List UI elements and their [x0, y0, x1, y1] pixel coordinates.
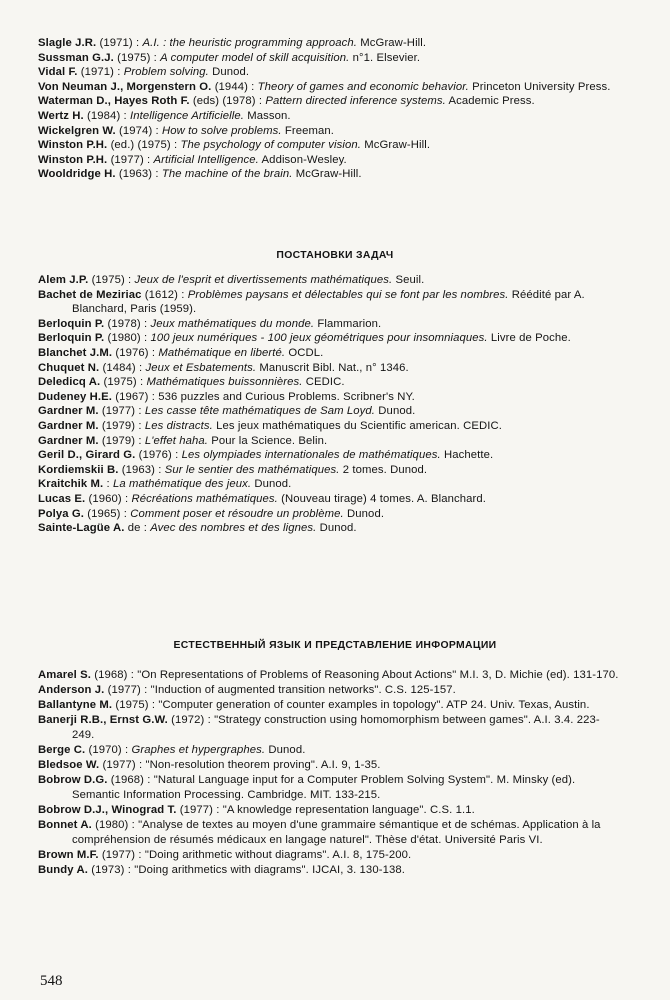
entry-author: Bledsoe W.	[38, 759, 100, 772]
entry-author: Slagle J.R.	[38, 37, 97, 49]
entry-year: (1612) :	[144, 288, 185, 301]
entry-year: (1979) :	[101, 434, 142, 447]
entry-year: (1967) :	[115, 390, 156, 403]
bibliography-entry	[38, 404, 620, 419]
bibliography-entry	[38, 124, 620, 139]
bibliography-entry	[38, 94, 620, 109]
entry-year: (1971) :	[99, 37, 140, 49]
entry-title: The machine of the brain.	[161, 168, 293, 181]
bibliography-entry	[38, 863, 620, 878]
entry-publisher: Dunod.	[319, 522, 357, 535]
entry-author: Berloquin P.	[38, 317, 105, 330]
bibliography-entry	[38, 743, 620, 758]
entry-year: (1976) :	[138, 449, 179, 462]
entry-year: :	[106, 478, 110, 491]
entry-author: Berloquin P.	[38, 332, 105, 345]
entry-title: Problèmes paysans et délectables qui se font par les nombres.	[187, 288, 509, 301]
entry-title: Mathématique en liberté.	[158, 346, 286, 359]
entry-year: (eds) (1978) :	[192, 95, 263, 108]
bibliography-entry	[38, 848, 620, 863]
entry-year: (1975) :	[117, 51, 157, 64]
entry-publisher: Livre de Poche.	[490, 332, 571, 345]
entry-publisher: "Analyse de textes au moyen d'une grammaire sémantique et de schémas. Application à la compréhension de résumés médicaux en langage naturel". Thèse d'état. Université Paris VI.	[72, 818, 601, 846]
bibliography-entry	[38, 668, 620, 683]
entry-year: (1977) :	[101, 405, 142, 418]
entry-year: (1975) :	[115, 699, 156, 712]
bibliography-entry	[38, 65, 620, 80]
entry-year: (ed.) (1975) :	[110, 139, 178, 152]
entry-author: Geril D., Girard G.	[38, 449, 136, 462]
entry-year: (1979) :	[101, 419, 142, 432]
bibliography-section-ai	[38, 36, 620, 182]
entry-publisher: 536 puzzles and Curious Problems. Scribner's NY.	[158, 390, 415, 403]
bibliography-entry	[38, 167, 620, 182]
entry-year: (1963) :	[121, 463, 162, 476]
entry-author: Kordiemskii B.	[38, 463, 119, 476]
entry-author: Waterman D., Hayes Roth F.	[38, 95, 190, 108]
entry-publisher: "Doing arithmetics with diagrams". IJCAI, 3. 130-138.	[134, 863, 405, 876]
bibliography-entry	[38, 390, 620, 405]
entry-year: (1968) :	[110, 774, 151, 787]
entry-author: Wertz H.	[38, 109, 84, 122]
entry-year: (1944) :	[214, 80, 255, 93]
entry-year: (1965) :	[87, 507, 127, 520]
entry-author: Sussman G.J.	[38, 51, 114, 64]
entry-year: (1977) :	[179, 803, 220, 816]
entry-author: Berge C.	[38, 743, 86, 756]
bibliography-entry	[38, 317, 620, 332]
entry-author: Sainte-Lagüe A.	[38, 522, 125, 535]
entry-year: (1968) :	[94, 669, 135, 681]
bibliography-entry	[38, 361, 620, 376]
entry-author: Alem J.P.	[38, 274, 89, 286]
entry-year: (1978) :	[107, 317, 148, 330]
entry-year: (1970) :	[88, 743, 129, 756]
entry-publisher: "A knowledge representation language". C.S. 1.1.	[222, 803, 475, 816]
bibliography-entry	[38, 273, 620, 288]
entry-publisher: OCDL.	[288, 346, 324, 359]
entry-publisher: "Strategy construction using homomorphism between games". A.I. 3.4. 223-249.	[72, 714, 600, 741]
entry-author: Bobrow D.G.	[38, 774, 108, 787]
entry-title: Sur le sentier des mathématiques.	[164, 463, 340, 476]
entry-publisher: McGraw-Hill.	[364, 139, 431, 152]
entry-author: Wooldridge H.	[38, 168, 116, 181]
entry-author: Amarel S.	[38, 669, 92, 681]
entry-publisher: Dunod.	[254, 478, 292, 491]
entry-year: (1971) :	[80, 66, 121, 79]
entry-title: Jeux de l'esprit et divertissements mathématiques.	[134, 274, 393, 286]
bibliography-entry	[38, 492, 620, 507]
bibliography-entry	[38, 153, 620, 168]
entry-publisher: "Computer generation of counter examples in topology". ATP 24. Univ. Texas, Austin.	[158, 699, 590, 712]
entry-title: 100 jeux numériques - 100 jeux géométriques pour insomniaques.	[150, 332, 488, 345]
bibliography-entry	[38, 507, 620, 522]
entry-publisher: McGraw-Hill.	[360, 37, 427, 49]
entry-publisher: Addison-Wesley.	[261, 153, 347, 166]
entry-title: Theory of games and economic behavior.	[257, 80, 469, 93]
entry-author: Brown M.F.	[38, 848, 99, 861]
entry-publisher: Hachette.	[443, 449, 494, 462]
page-number: 548	[40, 973, 63, 989]
entry-title: Graphes et hypergraphes.	[131, 743, 266, 756]
entry-author: Dudeney H.E.	[38, 390, 113, 403]
entry-title: La mathématique des jeux.	[112, 478, 252, 491]
bibliography-section-problems	[38, 273, 620, 536]
entry-publisher: "On Representations of Problems of Reasoning About Actions" M.I. 3, D. Michie (ed). 131-170.	[137, 669, 619, 681]
entry-publisher: (Nouveau tirage) 4 tomes. A. Blanchard.	[281, 492, 486, 505]
bibliography-entry	[38, 683, 620, 698]
entry-publisher: "Natural Language input for a Computer Problem Solving System". M. Minsky (ed). Semantic Information Processing. Cambridge. MIT. 133-215.	[72, 774, 576, 801]
entry-author: Chuquet N.	[38, 361, 100, 374]
entry-author: Wickelgren W.	[38, 124, 116, 137]
bibliography-section-natural-language	[38, 668, 620, 878]
entry-publisher: Seuil.	[395, 274, 425, 286]
bibliography-entry	[38, 758, 620, 773]
entry-year: (1980) :	[107, 332, 148, 345]
entry-year: (1980) :	[95, 818, 135, 831]
bibliography-entry	[38, 346, 620, 361]
entry-publisher: Dunod.	[378, 405, 416, 418]
entry-publisher: Princeton University Press.	[472, 80, 611, 93]
section-heading-problem-statements: ПОСТАНОВКИ ЗАДАЧ	[276, 250, 394, 261]
bibliography-entry	[38, 773, 620, 802]
entry-author: Von Neuman J., Morgenstern O.	[38, 80, 212, 93]
entry-title: A.I. : the heuristic programming approach.	[142, 37, 358, 49]
entry-publisher: Freeman.	[284, 124, 335, 137]
entry-author: Gardner M.	[38, 405, 99, 418]
entry-year: (1960) :	[88, 492, 129, 505]
entry-author: Blanchet J.M.	[38, 346, 113, 359]
entry-author: Gardner M.	[38, 419, 99, 432]
bibliography-entry	[38, 36, 620, 51]
entry-year: (1977) :	[107, 684, 148, 697]
entry-author: Winston P.H.	[38, 139, 108, 152]
entry-author: Ballantyne M.	[38, 699, 113, 712]
bibliography-entry	[38, 698, 620, 713]
entry-author: Bonnet A.	[38, 818, 92, 831]
entry-year: (1977) :	[110, 153, 151, 166]
entry-author: Winston P.H.	[38, 153, 108, 166]
bibliography-entry	[38, 448, 620, 463]
bibliography-entry	[38, 51, 620, 66]
entry-author: Vidal F.	[38, 66, 78, 79]
entry-title: Jeux mathématiques du monde.	[150, 317, 315, 330]
entry-title: Artificial Intelligence.	[153, 153, 259, 166]
entry-author: Kraitchik M.	[38, 478, 104, 491]
entry-year: (1972) :	[171, 714, 211, 727]
entry-author: Bundy A.	[38, 863, 88, 876]
entry-publisher: Pour la Science. Belin.	[211, 434, 328, 447]
bibliography-entry	[38, 331, 620, 346]
bibliography-entry	[38, 419, 620, 434]
entry-publisher: CEDIC.	[305, 376, 345, 389]
entry-publisher: Les jeux mathématiques du Scientific american. CEDIC.	[216, 419, 503, 432]
entry-title: How to solve problems.	[162, 124, 282, 137]
entry-publisher: 2 tomes. Dunod.	[342, 463, 428, 476]
entry-title: Avec des nombres et des lignes.	[150, 522, 317, 535]
entry-author: Polya G.	[38, 507, 85, 520]
entry-year: (1984) :	[87, 109, 127, 122]
entry-title: Les casse tête mathématiques de Sam Loyd.	[144, 405, 376, 418]
entry-publisher: "Induction of augmented transition networks". C.S. 125-157.	[150, 684, 456, 697]
bibliography-entry	[38, 288, 620, 317]
entry-author: Bachet de Meziriac	[38, 288, 142, 301]
entry-year: (1975) :	[91, 274, 132, 286]
entry-title: Intelligence Artificielle.	[130, 109, 244, 122]
entry-year: (1973) :	[91, 863, 131, 876]
entry-year: (1975) :	[103, 376, 144, 389]
entry-title: Les olympiades internationales de mathématiques.	[181, 449, 441, 462]
entry-title: L'effet haha.	[144, 434, 209, 447]
entry-author: Deledicq A.	[38, 376, 101, 389]
entry-year: (1484) :	[102, 361, 143, 374]
entry-year: (1974) :	[119, 124, 159, 137]
bibliography-entry	[38, 477, 620, 492]
entry-title: Pattern directed inference systems.	[265, 95, 446, 108]
bibliography-entry	[38, 713, 620, 742]
entry-title: The psychology of computer vision.	[180, 139, 361, 152]
entry-year: de :	[127, 522, 147, 535]
bibliography-entry	[38, 803, 620, 818]
entry-year: (1977) :	[102, 759, 143, 772]
entry-publisher: Dunod.	[347, 507, 385, 520]
entry-author: Gardner M.	[38, 434, 99, 447]
bibliography-entry	[38, 375, 620, 390]
entry-publisher: Dunod.	[212, 66, 250, 79]
entry-publisher: "Non-resolution theorem proving". A.I. 9, 1-35.	[145, 759, 381, 772]
entry-author: Bobrow D.J., Winograd T.	[38, 803, 177, 816]
entry-publisher: Réédité par A. Blanchard, Paris (1959).	[72, 288, 585, 316]
entry-publisher: Dunod.	[268, 743, 306, 756]
entry-author: Banerji R.B., Ernst G.W.	[38, 714, 168, 727]
entry-publisher: Academic Press.	[448, 95, 535, 108]
entry-publisher: Masson.	[247, 109, 291, 122]
bibliography-entry	[38, 463, 620, 478]
bibliography-entry	[38, 109, 620, 124]
entry-publisher: Manuscrit Bibl. Nat., n° 1346.	[259, 361, 409, 374]
bibliography-entry	[38, 138, 620, 153]
entry-title: Mathématiques buissonnières.	[146, 376, 303, 389]
entry-title: Jeux et Esbatements.	[145, 361, 257, 374]
entry-publisher: McGraw-Hill.	[295, 168, 362, 181]
bibliography-entry	[38, 80, 620, 95]
entry-year: (1976) :	[115, 346, 156, 359]
entry-year: (1963) :	[118, 168, 159, 181]
entry-author: Lucas E.	[38, 492, 86, 505]
entry-publisher: "Doing arithmetic without diagrams". A.I. 8, 175-200.	[144, 848, 412, 861]
entry-publisher: Flammarion.	[317, 317, 382, 330]
bibliography-entry	[38, 818, 620, 847]
bibliography-entry	[38, 434, 620, 449]
entry-year: (1977) :	[101, 848, 142, 861]
entry-title: Les distracts.	[144, 419, 213, 432]
entry-title: Récréations mathématiques.	[131, 492, 278, 505]
entry-publisher: n°1. Elsevier.	[352, 51, 421, 64]
section-heading-natural-language: ЕСТЕСТВЕННЫЙ ЯЗЫК И ПРЕДСТАВЛЕНИЕ ИНФОРМАЦИИ	[173, 640, 497, 651]
bibliography-entry	[38, 521, 620, 536]
entry-title: A computer model of skill acquisition.	[160, 51, 350, 64]
entry-author: Anderson J.	[38, 684, 105, 697]
entry-title: Problem solving.	[123, 66, 209, 79]
entry-title: Comment poser et résoudre un problème.	[130, 507, 344, 520]
